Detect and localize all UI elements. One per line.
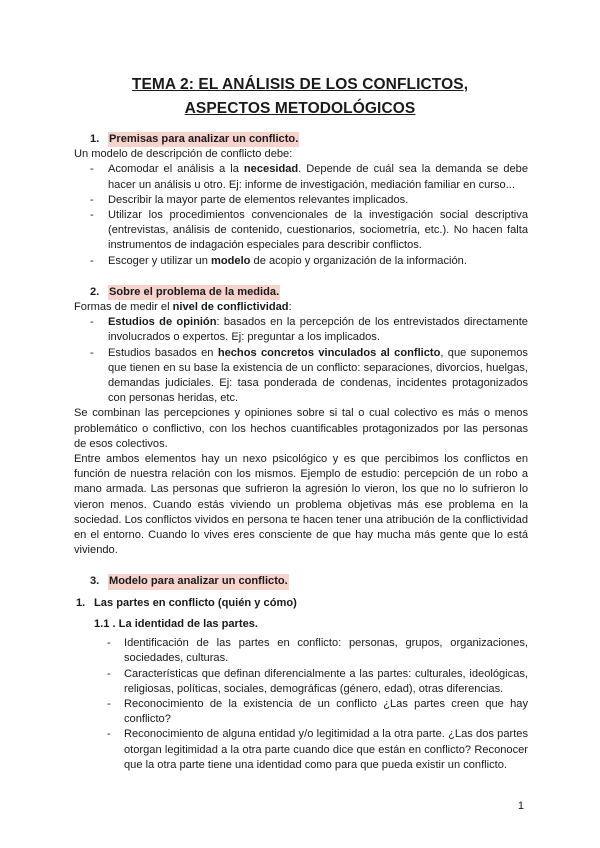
section-2-heading	[74, 285, 528, 300]
list-item	[74, 254, 528, 269]
section-1-number: 1.	[90, 133, 100, 145]
page-number: 1	[517, 800, 524, 812]
section-2-paragraph-1: Se combinan las percepciones y opiniones sobre si tal o cual colectivo es más o menos problemático o conflictivo, con los hechos cuantificables protagonizados por las personas de esos colectivos.	[74, 407, 528, 450]
list-item-bold: Estudios de opinión	[108, 316, 217, 329]
section-2-list	[74, 315, 528, 406]
list-item-bold: modelo	[210, 254, 251, 267]
list-item-text: Describir la mayor parte de elementos relevantes implicados.	[108, 193, 409, 206]
document-body	[74, 124, 528, 773]
section-2-paragraph-2: Entre ambos elementos hay un nexo psicológico y es que percibimos los conflictos en función de nuestra relación con los mismos. Ejemplo de estudio: percepción de un robo a mano armada. Las personas que sufrieron la agresión lo vieron, los que no lo sufrieron lo vieron menos. Cuando estás viviendo un problema objetivas más ese problema en la sociedad. Los conflictos vividos en persona te hacen tener una atribución de la conflictividad en el entorno. Cuando lo vives eres consciente de que hay mucha más gente que lo está viviendo.	[74, 453, 528, 557]
list-item-text: : basados en la percepción de los entrevistados directamente involucrados o expertos. Ej: preguntar a los implicados.	[108, 316, 528, 344]
list-item	[74, 193, 528, 208]
section-1-title: Premisas para analizar un conflicto.	[108, 132, 299, 147]
list-item-bold: hechos concretos vinculados al conflicto	[217, 346, 441, 359]
list-item-text: Estudios basados en	[108, 346, 218, 359]
list-item-text: Utilizar los procedimientos convencionales de la investigación social descriptiva (entrevistas, análisis de contenido, cuestionarios, sociometría, etc.). No hacen falta instrumentos de indagación especiales para describir conflictos.	[108, 209, 528, 252]
section-3-list	[74, 636, 528, 773]
section-3-heading	[74, 574, 528, 589]
intro-text: :	[288, 301, 292, 314]
intro-text: Formas de medir el	[74, 301, 173, 314]
section-2-title: Sobre el problema de la medida.	[108, 285, 280, 300]
list-item-bold: necesidad	[243, 163, 299, 176]
subsection-1-number: 1.	[76, 596, 86, 609]
subsection-1-1-heading: 1.1 . La identidad de las partes.	[94, 617, 258, 630]
list-item: - Características que definan diferencialmente a las partes: culturales, ideológicas, religiosas, políticas, sociales, demográficas (género, edad), otras diferencias.	[74, 667, 528, 697]
list-item	[74, 346, 528, 407]
section-3-number: 3.	[90, 575, 100, 588]
list-item	[74, 162, 528, 192]
subsection-1-title: Las partes en conflicto (quién y cómo)	[94, 596, 297, 609]
subsection-1-heading	[74, 596, 528, 611]
list-item: - Reconocimiento de alguna entidad y/o legitimidad a la otra parte. ¿Las dos partes otorgan legitimidad a la otra parte cuando dice que están en conflicto? Reconocer que la otra parte tiene una identidad como para que pueda existir un conflicto.	[74, 727, 528, 773]
list-item: - Reconocimiento de la existencia de un conflicto ¿Las partes creen que hay conflicto?	[74, 697, 528, 727]
list-item-text: Escoger y utilizar un	[108, 254, 211, 267]
intro-bold: nivel de conflictividad	[172, 301, 289, 314]
list-item	[74, 315, 528, 345]
list-item-text: de acopio y organización de la información.	[250, 254, 467, 267]
section-1-list	[74, 162, 528, 268]
list-item-text: , que suponemos que tienen en su base la existencia de un conflicto: separaciones, divorcios, huelgas, demandas judiciales. Ej: tasa ponderada de condenas, incidentes protagonizados con personas heridas, etc.	[108, 346, 528, 405]
section-2-number: 2.	[90, 285, 100, 298]
section-3-title: Modelo para analizar un conflicto.	[108, 574, 289, 589]
title-line-2: ASPECTOS METODOLÓGICOS	[184, 100, 416, 117]
section-1-intro: Un modelo de descripción de conflicto debe:	[74, 148, 293, 161]
section-2-intro	[74, 300, 528, 315]
list-item-text: Acomodar el análisis a la	[108, 163, 244, 176]
list-item-text: . Depende de cuál sea la demanda se debe hacer un análisis u otro. Ej: informe de investigación, mediación familiar en curso...	[108, 163, 528, 191]
section-1-heading	[74, 132, 528, 147]
title-line-1: TEMA 2: EL ANÁLISIS DE LOS CONFLICTOS,	[131, 76, 469, 93]
list-item	[74, 208, 528, 254]
list-item: - Identificación de las partes en conflicto: personas, grupos, organizaciones, sociedades, culturas.	[74, 636, 528, 666]
